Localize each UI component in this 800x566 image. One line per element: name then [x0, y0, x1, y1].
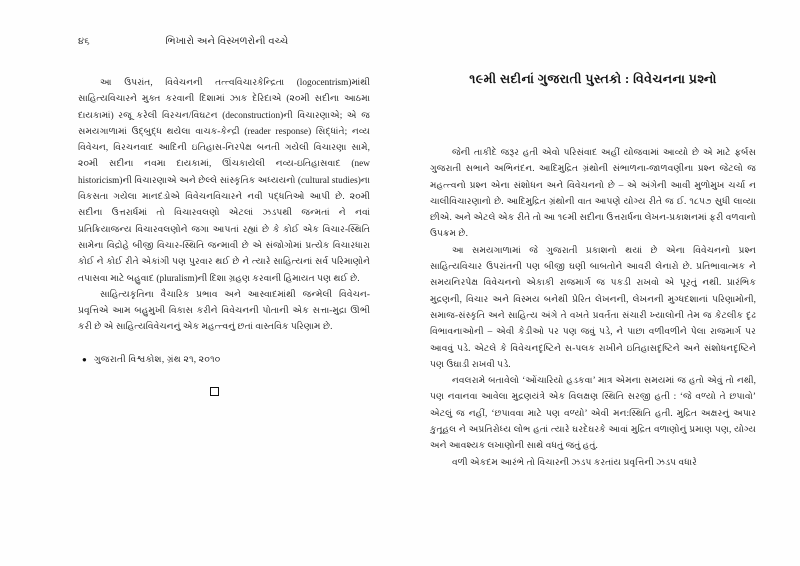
- paragraph: નવલરામે બતાવેલો ‘ઓંચારિયો હડકવા’ માત્ર એમના સમયમાં જ હતો એવું તો નથી, પણ નવાનવા આવેલા મુદ્રણયંત્રે એક વિલક્ષણ સ્થિતિ સરજી હતી : ‘જે વળ્યો તે છપાવો’ એટલું જ નહીં, ‘છપાવવા માટે પણ વળ્યો’ એવી મન:સ્થિતિ હતી. મુદ્રિત અક્ષરનું અપાર કુતૂહલ ને અપ્રતિરોધ્ય લોભ હતાં ત્યારે ઘરદેઘરકે આવાં મુદ્રિત વળાણોનું પ્રમાણ પણ, યોગ્ય અને આવશ્યક લખાણોની સાથે વધતું જતું હતું.: [430, 375, 756, 451]
- citation-text: ગુજરાતી વિશ્વકોશ, ગ્રંથ ૨૧, ૨૦૧૦: [94, 353, 221, 364]
- running-head-title: ભિખારો અને વિસ્ખળરોની વચ્ચે: [165, 36, 289, 47]
- right-page: [400, 0, 800, 566]
- paragraph: જેની તાકીદે જરૂર હતી એવો પરિસંવાદ અહીં યોજવામાં આવ્યો છે એ માટે ફર્બસ ગુજરાતી સભાને અભિનંદન. આદિમુદ્રિત ગ્રંથોની સંભાળના-જાળવણીના પ્રશ્ન જેટલો જ મહત્ત્વનો પ્રશ્ન એના સંશોધન અને વિવેચનનો છે – એ અંગેની આવી મુળોમુખ ચર્ચા ન ચાલીવિચારણાનો છે. આદિમુદ્રિત ગ્રંથોની વાત આપણે યોગ્ય રીતે જ ઈ. ૧૮૫૭ સુધી લાવ્યા છીએ. અને એટલે એક રીતે તો આ ૧૯મી સદીના ઉત્તરાર્ધના લેખન-પ્રકાશનમાં ફરી વળવાનો ઉપક્રમ છે.: [430, 147, 756, 239]
- paragraph: આ સમયગાળામાં જે ગુજરાતી પ્રકાશનો થયાં છે એના વિવેચનનો પ્રશ્ન સાહિત્યવિચાર ઉપરાંતની પણ બીજી ઘણી બાબતોને આવરી લેનારો છે. પ્રતિભાવાત્મક ને સમયનિરપેક્ષ વિવેચનનો એકાકી રાજમાર્ગ જ પકડી રાખવો એ પૂરતું નથી. પ્રારંભિક મુદ્રણની, વિચાર અને વિસ્મય બનેથી પ્રેરિત લેખનની, લેખનની મુગ્ધદશાનાં પરિણામોની, સમાજ-સંસ્કૃતિ અને સાહિત્ય અંગે તે વખતે પ્રવર્તતા સંચારી ખ્યાલોની તેમ જ કેટલીક દૃઢ વિભાવનાઓની – એવી કેડીઓ પર પણ જવું પડે, ને પાછા વળીવળીને પેલા રાજમાર્ગ પર આવવું પડે. એટલે કે વિવેચનદૃષ્ટિને સ-પલક રાખીને ઇતિહાસદૃષ્ટિને અને સંશોધનદૃષ્ટિને પણ ઉઘાડી રાખવી પડે.: [430, 244, 756, 369]
- citation-row: [78, 352, 370, 367]
- citation-block: [78, 352, 370, 367]
- chapter-title: ૧૯મી સદીનાં ગુજરાતી પુસ્તકો : વિવેચનના પ્રશ્નો: [469, 72, 717, 86]
- right-page-body: [430, 144, 756, 470]
- end-of-essay-ornament: [78, 383, 370, 401]
- left-page-running-head: [78, 36, 370, 56]
- paragraph: આ ઉપરાંત, વિવેચનની તત્ત્વવિચારકેન્દ્રિતા (logocentrism)માંથી સાહિત્યવિચારને મુક્ત કરવાની દિશામાં ઝાક દેરિદાએ (૨૦મી સદીના આઠમા દાયકામાં) રજૂ કરેલી વિરચન/વિઘટન (deconstruction)ની વિચારણાએ; એ જ સમયગાળામાં ઉદ્બુદ્ધ થયેલા વાચક-કેન્દ્રી (reader response) સિદ્ધાંતે; નવ્ય વિવેચન, વિરચનવાદ આદિની ઇતિહાસ-નિરપેક્ષ બનતી ગયેલી વિચારણા સામે, ૨૦મી સદીના નવમા દાયકામાં, ઊંચકાયેલી નવ્ય-ઇતિહાસવાદ (new historicism)ની વિચારણાએ અને છેલ્લે સાંસ્કૃતિક અધ્યયનો (cultural studies)ના વિકસતા ગયેલા માનદંડોએ વિવેચનવિચારને નવી પદ્ધતિઓ આપી છે. ૨૦મી સદીના ઉત્તરાર્ધમાં તો વિચારવલણો એટલાં ઝડપથી જન્મતાં ને નવાં પ્રતિક્રિયાજન્ય વિચારવલણોને જગા આપતાં રહ્યાં છે કે કોઈ એક વિચાર-સ્થિતિ સામેના વિદ્રોહે બીજી વિચાર-સ્થિતિ જન્માવી છે એ સંજોગોમાં પ્રત્યેક વિચારધારા કોઈ ને કોઈ રીતે એકાંગી પણ પુરવાર થઈ છે ને ત્યારે સાહિત્યનાં સર્વ પરિમાણોને તપાસવા માટે બહુવાદ (pluralism)ની દિશા ગ્રહણ કરવાની હિમાયત પણ થઈ છે.: [78, 77, 370, 283]
- open-square-icon: [210, 387, 219, 396]
- left-page-body: [78, 74, 370, 335]
- chapter-heading: [430, 70, 756, 88]
- paragraph: વળી એકદમ આરંભે તો વિચારની ઝડપ કરતાંય પ્રવૃત્તિની ઝડપ વધારે: [452, 456, 697, 467]
- bullet-icon: ●: [82, 354, 87, 364]
- paragraph: સાહિત્યકૃતિના વૈચારિક પ્રભાવ અને આસ્વાદમાંથી જન્મેલી વિવેચન-પ્રવૃત્તિએ આમ બહુમુખી વિકાસ કરીને વિવેચનની પોતાની એક સત્તા-મુદ્રા ઊભી કરી છે એ સાહિત્યવિવેચનનું એક મહત્ત્વનું છતાં વાસ્તવિક પરિણામ છે.: [78, 288, 370, 332]
- page-number: ૪૬: [78, 37, 90, 47]
